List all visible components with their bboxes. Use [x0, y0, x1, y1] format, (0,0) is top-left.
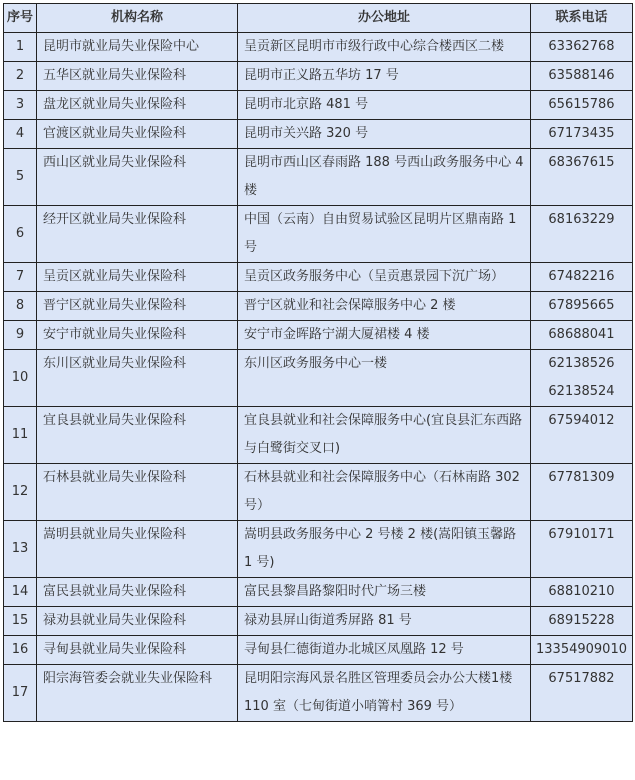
table-row [4, 263, 633, 292]
office-phone [531, 62, 633, 91]
office-name: 西山区就业局失业保险科 [37, 149, 238, 206]
table-row [4, 464, 633, 521]
office-phone [531, 33, 633, 62]
row-number: 15 [4, 607, 37, 636]
office-name: 阳宗海管委会就业失业保险科 [37, 665, 238, 722]
office-name: 昆明市就业局失业保险中心 [37, 33, 238, 62]
office-phone [531, 149, 633, 206]
office-phone [531, 350, 633, 407]
phone-number: 63588146 [548, 68, 615, 83]
table-row [4, 607, 633, 636]
table-row [4, 62, 633, 91]
office-address: 昆明市北京路 481 号 [238, 91, 531, 120]
office-name: 石林县就业局失业保险科 [37, 464, 238, 521]
phone-number: 65615786 [548, 97, 615, 112]
phone-number: 68163229 [548, 212, 615, 227]
office-name: 官渡区就业局失业保险科 [37, 120, 238, 149]
office-address: 嵩明县政务服务中心 2 号楼 2 楼(嵩阳镇玉馨路 1 号) [238, 521, 531, 578]
phone-number: 67173435 [548, 126, 615, 141]
row-number: 16 [4, 636, 37, 665]
phone-number: 67594012 [548, 413, 615, 428]
row-number: 4 [4, 120, 37, 149]
office-address: 中国（云南）自由贸易试验区昆明片区鼎南路 1 号 [238, 206, 531, 263]
row-number: 9 [4, 321, 37, 350]
table-row [4, 636, 633, 665]
office-address: 禄劝县屏山街道秀屏路 81 号 [238, 607, 531, 636]
header-no: 序号 [4, 4, 37, 33]
table-row [4, 149, 633, 206]
table-header-row [4, 4, 633, 33]
office-phone [531, 292, 633, 321]
office-name: 安宁市就业局失业保险科 [37, 321, 238, 350]
office-address: 呈贡新区昆明市市级行政中心综合楼西区二楼 [238, 33, 531, 62]
office-address: 东川区政务服务中心一楼 [238, 350, 531, 407]
row-number: 5 [4, 149, 37, 206]
office-phone [531, 206, 633, 263]
office-address: 昆明市西山区春雨路 188 号西山政务服务中心 4 楼 [238, 149, 531, 206]
phone-number: 62138524 [548, 384, 615, 399]
row-number: 12 [4, 464, 37, 521]
office-phone [531, 578, 633, 607]
office-phone [531, 321, 633, 350]
header-phone: 联系电话 [531, 4, 633, 33]
row-number: 17 [4, 665, 37, 722]
phone-number: 68367615 [548, 155, 615, 170]
office-phone [531, 464, 633, 521]
table-row [4, 578, 633, 607]
office-name: 寻甸县就业局失业保险科 [37, 636, 238, 665]
office-address: 昆明市正义路五华坊 17 号 [238, 62, 531, 91]
office-name: 富民县就业局失业保险科 [37, 578, 238, 607]
phone-number: 63362768 [548, 39, 615, 54]
table-row [4, 206, 633, 263]
office-name: 呈贡区就业局失业保险科 [37, 263, 238, 292]
office-name: 禄劝县就业局失业保险科 [37, 607, 238, 636]
office-name: 经开区就业局失业保险科 [37, 206, 238, 263]
office-name: 宜良县就业局失业保险科 [37, 407, 238, 464]
office-phone [531, 407, 633, 464]
office-phone [531, 120, 633, 149]
office-address: 昆明阳宗海风景名胜区管理委员会办公大楼1楼 110 室（七甸街道小哨箐村 369 号） [238, 665, 531, 722]
row-number: 11 [4, 407, 37, 464]
table-row [4, 521, 633, 578]
row-number: 8 [4, 292, 37, 321]
office-phone [531, 91, 633, 120]
office-name: 盘龙区就业局失业保险科 [37, 91, 238, 120]
header-address: 办公地址 [238, 4, 531, 33]
table-row [4, 292, 633, 321]
phone-number: 67781309 [548, 470, 615, 485]
header-name: 机构名称 [37, 4, 238, 33]
office-name: 东川区就业局失业保险科 [37, 350, 238, 407]
office-address: 安宁市金晖路宁湖大厦裙楼 4 楼 [238, 321, 531, 350]
office-phone [531, 636, 633, 665]
table-row [4, 120, 633, 149]
phone-number: 62138526 [548, 356, 615, 371]
table-row [4, 33, 633, 62]
office-phone [531, 607, 633, 636]
row-number: 13 [4, 521, 37, 578]
office-address: 富民县黎昌路黎阳时代广场三楼 [238, 578, 531, 607]
row-number: 7 [4, 263, 37, 292]
phone-number: 67910171 [548, 527, 615, 542]
phone-number: 67517882 [548, 671, 615, 686]
row-number: 2 [4, 62, 37, 91]
table-row [4, 91, 633, 120]
phone-number: 68810210 [548, 584, 615, 599]
office-address: 宜良县就业和社会保障服务中心(宜良县汇东西路与白鹭街交叉口) [238, 407, 531, 464]
office-address: 呈贡区政务服务中心（呈贡惠景园下沉广场） [238, 263, 531, 292]
office-name: 五华区就业局失业保险科 [37, 62, 238, 91]
table-row [4, 321, 633, 350]
phone-number: 67895665 [548, 298, 615, 313]
row-number: 14 [4, 578, 37, 607]
phone-number: 68915228 [548, 613, 615, 628]
office-phone [531, 263, 633, 292]
row-number: 1 [4, 33, 37, 62]
office-address: 晋宁区就业和社会保障服务中心 2 楼 [238, 292, 531, 321]
phone-number: 68688041 [548, 327, 615, 342]
phone-number: 13354909010 [536, 642, 627, 657]
office-phone [531, 521, 633, 578]
phone-number: 67482216 [548, 269, 615, 284]
office-name: 嵩明县就业局失业保险科 [37, 521, 238, 578]
table-row [4, 407, 633, 464]
office-phone [531, 665, 633, 722]
table-row [4, 665, 633, 722]
table-row [4, 350, 633, 407]
office-address: 寻甸县仁德街道办北城区凤凰路 12 号 [238, 636, 531, 665]
office-address: 石林县就业和社会保障服务中心（石林南路 302 号） [238, 464, 531, 521]
row-number: 3 [4, 91, 37, 120]
row-number: 10 [4, 350, 37, 407]
row-number: 6 [4, 206, 37, 263]
office-address: 昆明市关兴路 320 号 [238, 120, 531, 149]
office-name: 晋宁区就业局失业保险科 [37, 292, 238, 321]
employment-offices-table [3, 3, 633, 722]
